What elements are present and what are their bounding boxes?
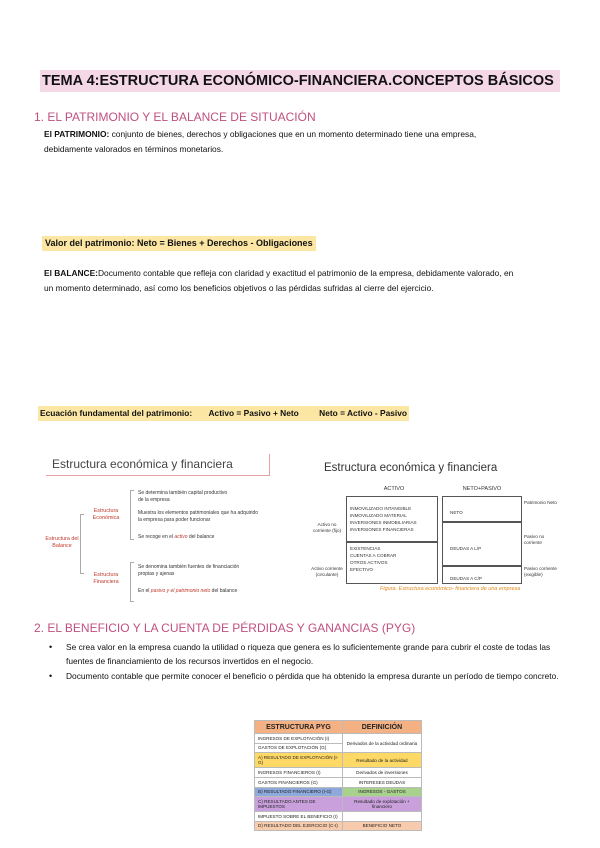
line-elementos-b: la empresa para poder funcionar (138, 517, 211, 523)
cell-left: B) RESULTADO FINANCIERO (I-G) (255, 787, 343, 797)
brace-financiera (130, 562, 134, 602)
brace-balance (80, 514, 84, 574)
label-deudas-cp: DEUDAS A C/P (450, 576, 482, 581)
activo-c-3: OTROS ACTIVOS (350, 560, 388, 565)
col-activo: ACTIVO (383, 486, 405, 492)
activo-c-1: EXISTENCIAS (350, 546, 381, 551)
label-pasivo-no-corriente: Pasivo no corriente (524, 534, 545, 545)
pyg-table (254, 720, 422, 831)
figure-caption: Figura. Estructura económico- financiera de una empresa (380, 586, 521, 592)
cell-right: INTERESES DEUDAS (342, 777, 421, 787)
cell-left: C) RESULTADO ANTES DE IMPUESTOS (255, 797, 343, 812)
balance-label: El BALANCE: (44, 268, 98, 278)
cell-left: INGRESOS DE EXPLOTACIÓN (I) (255, 734, 343, 744)
section2-heading: 2. EL BENEFICIO Y LA CUENTA DE PÉRDIDAS Y GANANCIAS (PYG) (34, 621, 416, 635)
cell-right: Resultado de explotación + financiero (342, 797, 421, 812)
table-row (255, 812, 422, 822)
label-activo-no-corriente: Activo no corriente (fijo) (312, 522, 342, 533)
patrimonio-paragraph (44, 127, 514, 157)
label-pasivo-corriente: Pasivo corriente (exigible) (524, 566, 557, 577)
line-activo: Se recoge en el activo del balance (138, 534, 215, 540)
activo-c-4: EFECTIVO (350, 567, 373, 572)
cell-left: GASTOS DE EXPLOTACIÓN (G) (255, 743, 343, 753)
label-neto: NETO (450, 510, 463, 515)
bullet-documento: • Documento contable que permite conocer el beneficio o pérdida que ha obtenido la empresa durante un período de tiempo concreto. (44, 670, 564, 684)
cell-left: A) RESULTADO DE EXPLOTACIÓN (I-G) (255, 753, 343, 768)
line-capital-productivo: Se determina también capital productivo (138, 490, 228, 496)
activo-c-2: CUENTAS A COBRAR (350, 553, 397, 558)
section1-heading: 1. EL PATRIMONIO Y EL BALANCE DE SITUACIÓN (34, 110, 316, 124)
line-elementos: Muestra los elementos patrimoniales que ha adquirido (138, 510, 259, 516)
ecuacion-neto: Neto = Activo - Pasivo (319, 408, 408, 418)
activo-nc-4: INVERSIONES FINANCIERAS (350, 527, 414, 532)
label-estructura-economica: Estructura Económica (92, 508, 120, 521)
table-header (255, 721, 422, 734)
figure-estructura-right (308, 452, 558, 602)
col-neto-pasivo: NETO+PASIVO (462, 486, 502, 492)
box-neto (442, 496, 522, 522)
cell-right: Derivados de la actividad ordinaria (342, 734, 421, 753)
balance-text: Documento contable que refleja con claridad y exactitud el patrimonio de la empresa, debidamente valorado, en un momento determinado, así como los beneficios objetivos o las pérdidas sufridas al cierre del ejercicio. (44, 268, 514, 293)
label-activo-corriente: Activo corriente (circulante) (311, 566, 343, 577)
activo-nc-2: INMOVILIZADO MATERIAL (350, 513, 407, 518)
table-row (255, 768, 422, 778)
figure-left-title: Estructura económica y financiera (46, 454, 270, 476)
table-row (255, 787, 422, 797)
activo-nc-1: INMOVILIZADO INTANGIBLE (350, 506, 412, 511)
cell-left: D) RESULTADO DEL EJERCICIO (C-I) (255, 821, 343, 831)
cell-left: GASTOS FINANCIEROS (G) (255, 777, 343, 787)
cell-left: IMPUESTO SOBRE EL BENEFICIO (I) (255, 812, 343, 822)
patrimonio-label: El PATRIMONIO: (44, 129, 110, 139)
page-title: TEMA 4:ESTRUCTURA ECONÓMICO-FINANCIERA.CONCEPTOS BÁSICOS (40, 70, 560, 92)
line-fuentes: Se denomina también fuentes de financiación (138, 564, 240, 570)
ecuacion-activo: Activo = Pasivo + Neto (208, 408, 299, 418)
table-row (255, 734, 422, 744)
balance-paragraph (44, 266, 514, 296)
cell-right: INGRESOS - GASTOS (342, 787, 421, 797)
figure-estructura-left (40, 452, 278, 604)
label-estructura-balance: Estructura del Balance (45, 536, 79, 549)
cell-left: INGRESOS FINANCIEROS (I) (255, 768, 343, 778)
line-fuentes-b: propias y ajenas (138, 571, 175, 577)
patrimonio-text: conjunto de bienes, derechos y obligaciones que en un momento determinado tiene una empresa, debidamente valorados en términos monetarios. (44, 129, 477, 154)
label-deudas-lp: DEUDAS A L/P (450, 546, 482, 551)
cell-right: Resultado de la actividad (342, 753, 421, 768)
table-row (255, 777, 422, 787)
ecuacion-fundamental (38, 406, 409, 421)
label-patrimonio-neto: Patrimonio Neto (524, 500, 557, 505)
section2-bullets (44, 641, 564, 684)
label-estructura-financiera: Estructura Financiera (93, 572, 119, 585)
valor-patrimonio-formula: Valor del patrimonio: Neto = Bienes + Derechos - Obligaciones (42, 236, 316, 251)
box-deudas-lp (442, 522, 522, 566)
brace-economica (130, 490, 134, 540)
ecuacion-label: Ecuación fundamental del patrimonio: (40, 408, 193, 418)
table-row (255, 821, 422, 831)
figure-right-title: Estructura económica y financiera (324, 462, 498, 474)
header-estructura: ESTRUCTURA PYG (255, 721, 343, 734)
line-capital-productivo-b: de la empresa (138, 497, 170, 503)
activo-nc-3: INVERSIONES INMOBILIARIAS (350, 520, 417, 525)
bullet-valor: • Se crea valor en la empresa cuando la utilidad o riqueza que genera es lo suficientemente grande para cubrir el coste de todas las fuentes de financiamiento de los recursos invertidos en el negocio. (44, 641, 564, 668)
table-row (255, 753, 422, 768)
cell-right: Derivados de inversiones (342, 768, 421, 778)
cell-right: BENEFICIO NETO (342, 821, 421, 831)
header-definicion: DEFINICIÓN (342, 721, 421, 734)
line-pasivo: En el pasivo y el patrimonio neto del balance (138, 588, 238, 594)
table-row (255, 797, 422, 812)
box-activo-no-corriente (346, 496, 438, 542)
cell-right (342, 812, 421, 822)
